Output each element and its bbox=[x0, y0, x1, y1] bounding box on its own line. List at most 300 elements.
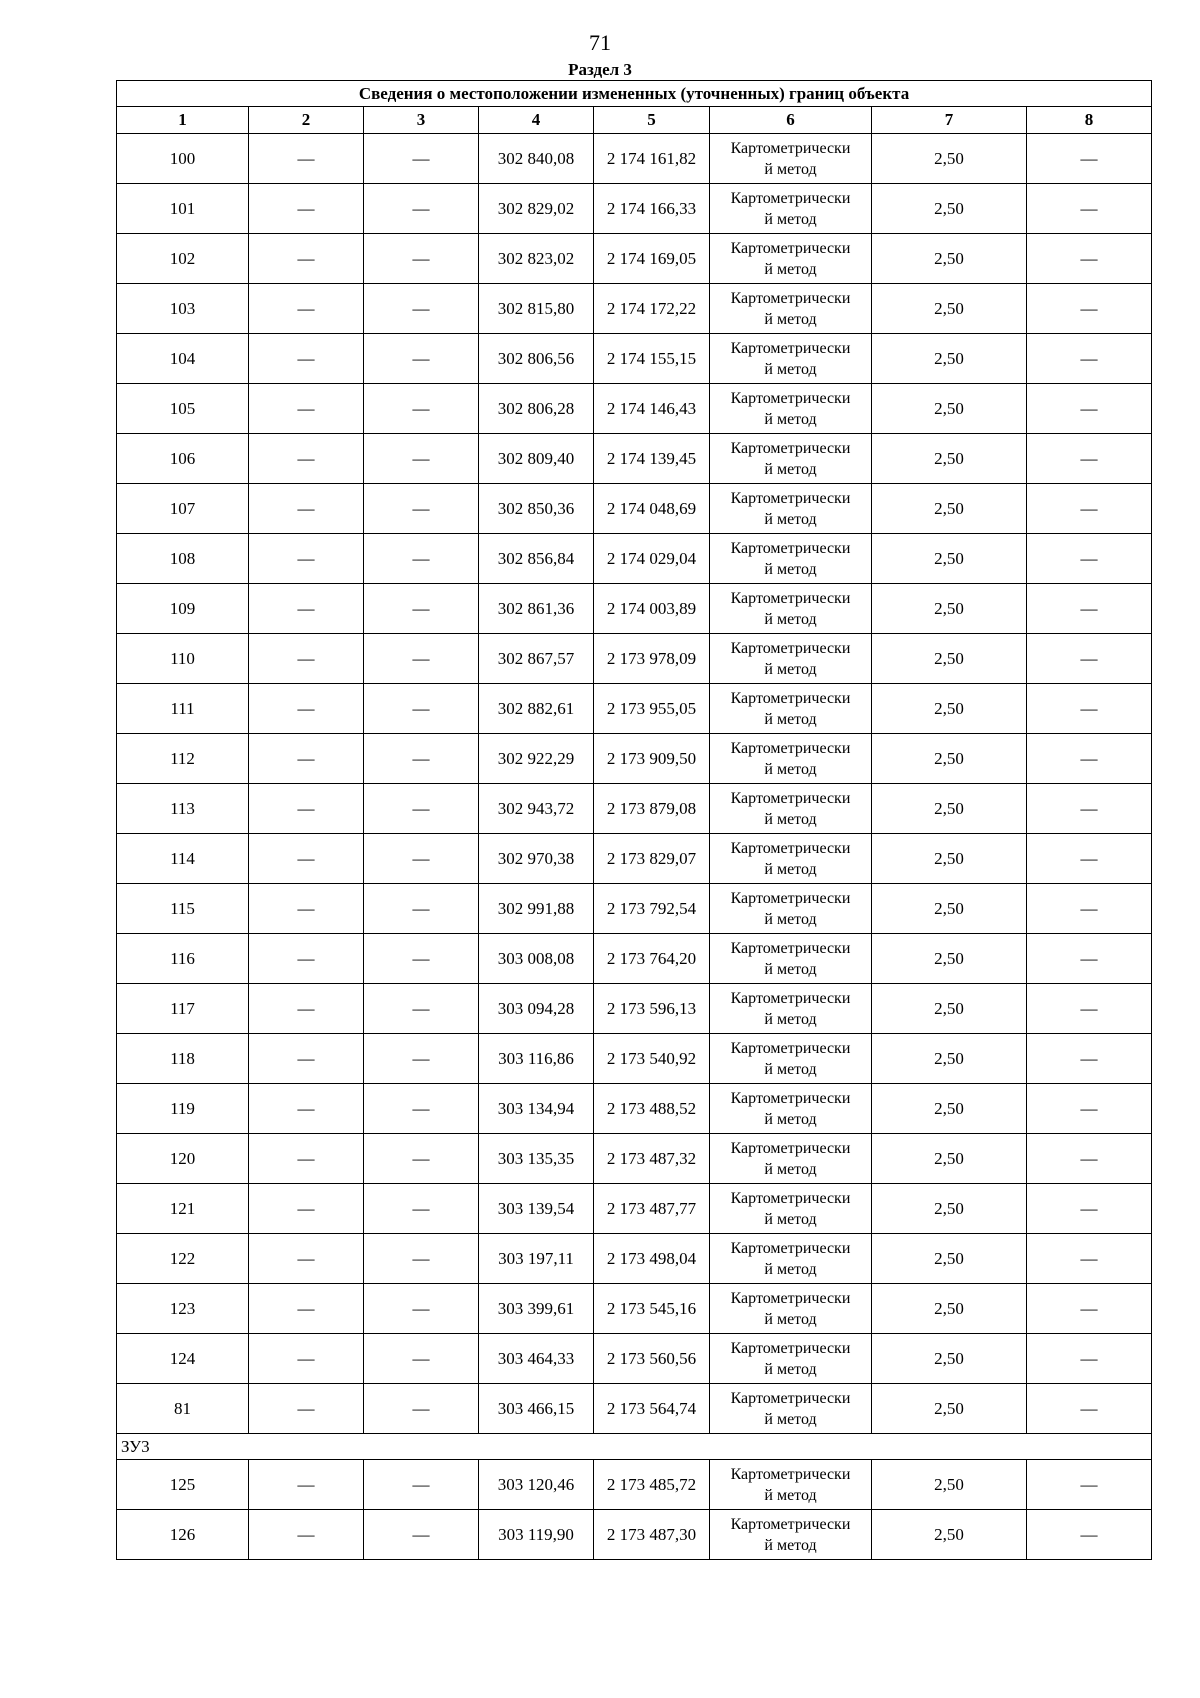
empty-dash-cell: — bbox=[364, 334, 479, 384]
accuracy-cell: 2,50 bbox=[872, 334, 1027, 384]
method-text-line2: й метод bbox=[764, 510, 817, 528]
method-cell bbox=[710, 784, 872, 834]
x-coordinate-cell: 303 139,54 bbox=[479, 1184, 594, 1234]
empty-dash-cell: — bbox=[1027, 184, 1152, 234]
empty-dash-cell: — bbox=[1027, 834, 1152, 884]
empty-dash-cell: — bbox=[249, 1034, 364, 1084]
empty-dash-cell: — bbox=[249, 834, 364, 884]
point-number-cell: 126 bbox=[117, 1510, 249, 1560]
table-row bbox=[117, 684, 1152, 734]
accuracy-cell: 2,50 bbox=[872, 284, 1027, 334]
y-coordinate-cell: 2 173 487,77 bbox=[594, 1184, 710, 1234]
empty-dash-cell: — bbox=[1027, 884, 1152, 934]
method-cell bbox=[710, 884, 872, 934]
method-text-line2: й метод bbox=[764, 1110, 817, 1128]
table-row bbox=[117, 334, 1152, 384]
accuracy-cell: 2,50 bbox=[872, 934, 1027, 984]
method-text-line2: й метод bbox=[764, 1260, 817, 1278]
y-coordinate-cell: 2 174 169,05 bbox=[594, 234, 710, 284]
empty-dash-cell: — bbox=[1027, 1510, 1152, 1560]
method-cell bbox=[710, 1460, 872, 1510]
empty-dash-cell: — bbox=[364, 1284, 479, 1334]
point-number-cell: 115 bbox=[117, 884, 249, 934]
empty-dash-cell: — bbox=[1027, 534, 1152, 584]
x-coordinate-cell: 303 466,15 bbox=[479, 1384, 594, 1434]
point-number-cell: 123 bbox=[117, 1284, 249, 1334]
table-row bbox=[117, 1184, 1152, 1234]
method-text-line2: й метод bbox=[764, 1486, 817, 1504]
y-coordinate-cell: 2 174 139,45 bbox=[594, 434, 710, 484]
x-coordinate-cell: 303 008,08 bbox=[479, 934, 594, 984]
empty-dash-cell: — bbox=[364, 984, 479, 1034]
table-row bbox=[117, 484, 1152, 534]
x-coordinate-cell: 303 094,28 bbox=[479, 984, 594, 1034]
y-coordinate-cell: 2 174 048,69 bbox=[594, 484, 710, 534]
page-number: 71 bbox=[589, 30, 611, 55]
empty-dash-cell: — bbox=[1027, 434, 1152, 484]
x-coordinate-cell: 302 815,80 bbox=[479, 284, 594, 334]
table-row bbox=[117, 784, 1152, 834]
accuracy-cell: 2,50 bbox=[872, 1510, 1027, 1560]
method-text-line2: й метод bbox=[764, 760, 817, 778]
method-text-line2: й метод bbox=[764, 1310, 817, 1328]
empty-dash-cell: — bbox=[364, 934, 479, 984]
y-coordinate-cell: 2 174 161,82 bbox=[594, 134, 710, 184]
table-row bbox=[117, 534, 1152, 584]
y-coordinate-cell: 2 173 829,07 bbox=[594, 834, 710, 884]
empty-dash-cell: — bbox=[249, 884, 364, 934]
x-coordinate-cell: 303 120,46 bbox=[479, 1460, 594, 1510]
column-header-row bbox=[117, 107, 1152, 134]
empty-dash-cell: — bbox=[1027, 1284, 1152, 1334]
coordinates-table bbox=[116, 80, 1152, 1560]
empty-dash-cell: — bbox=[249, 784, 364, 834]
accuracy-cell: 2,50 bbox=[872, 1034, 1027, 1084]
group-label: ЗУ3 bbox=[117, 1434, 1152, 1460]
x-coordinate-cell: 302 943,72 bbox=[479, 784, 594, 834]
empty-dash-cell: — bbox=[1027, 1034, 1152, 1084]
x-coordinate-cell: 303 116,86 bbox=[479, 1034, 594, 1084]
empty-dash-cell: — bbox=[249, 584, 364, 634]
method-text-line2: й метод bbox=[764, 260, 817, 278]
method-text-line1: Картометрически bbox=[730, 1139, 851, 1157]
point-number-cell: 122 bbox=[117, 1234, 249, 1284]
accuracy-cell: 2,50 bbox=[872, 1184, 1027, 1234]
x-coordinate-cell: 302 922,29 bbox=[479, 734, 594, 784]
x-coordinate-cell: 302 861,36 bbox=[479, 584, 594, 634]
empty-dash-cell: — bbox=[1027, 584, 1152, 634]
method-text-line1: Картометрически bbox=[730, 889, 851, 907]
table-row bbox=[117, 634, 1152, 684]
empty-dash-cell: — bbox=[1027, 934, 1152, 984]
empty-dash-cell: — bbox=[249, 184, 364, 234]
y-coordinate-cell: 2 173 955,05 bbox=[594, 684, 710, 734]
accuracy-cell: 2,50 bbox=[872, 684, 1027, 734]
table-row bbox=[117, 834, 1152, 884]
point-number-cell: 125 bbox=[117, 1460, 249, 1510]
accuracy-cell: 2,50 bbox=[872, 534, 1027, 584]
method-text-line1: Картометрически bbox=[730, 289, 851, 307]
accuracy-cell: 2,50 bbox=[872, 234, 1027, 284]
empty-dash-cell: — bbox=[1027, 684, 1152, 734]
method-text-line2: й метод bbox=[764, 660, 817, 678]
point-number-cell: 110 bbox=[117, 634, 249, 684]
method-text-line1: Картометрически bbox=[730, 1189, 851, 1207]
accuracy-cell: 2,50 bbox=[872, 1460, 1027, 1510]
empty-dash-cell: — bbox=[249, 434, 364, 484]
method-text-line1: Картометрически bbox=[730, 489, 851, 507]
point-number-cell: 106 bbox=[117, 434, 249, 484]
empty-dash-cell: — bbox=[364, 634, 479, 684]
method-text-line2: й метод bbox=[764, 1060, 817, 1078]
table-row bbox=[117, 434, 1152, 484]
accuracy-cell: 2,50 bbox=[872, 134, 1027, 184]
empty-dash-cell: — bbox=[249, 134, 364, 184]
accuracy-cell: 2,50 bbox=[872, 484, 1027, 534]
group-label-row bbox=[117, 1434, 1152, 1460]
x-coordinate-cell: 302 850,36 bbox=[479, 484, 594, 534]
accuracy-cell: 2,50 bbox=[872, 884, 1027, 934]
method-text-line2: й метод bbox=[764, 810, 817, 828]
x-coordinate-cell: 302 829,02 bbox=[479, 184, 594, 234]
method-text-line1: Картометрически bbox=[730, 1389, 851, 1407]
empty-dash-cell: — bbox=[249, 534, 364, 584]
y-coordinate-cell: 2 173 978,09 bbox=[594, 634, 710, 684]
empty-dash-cell: — bbox=[249, 634, 364, 684]
method-text-line2: й метод bbox=[764, 710, 817, 728]
empty-dash-cell: — bbox=[1027, 1184, 1152, 1234]
x-coordinate-cell: 302 840,08 bbox=[479, 134, 594, 184]
point-number-cell: 105 bbox=[117, 384, 249, 434]
empty-dash-cell: — bbox=[1027, 1234, 1152, 1284]
accuracy-cell: 2,50 bbox=[872, 184, 1027, 234]
empty-dash-cell: — bbox=[249, 234, 364, 284]
table-row bbox=[117, 1334, 1152, 1384]
empty-dash-cell: — bbox=[364, 1384, 479, 1434]
accuracy-cell: 2,50 bbox=[872, 834, 1027, 884]
empty-dash-cell: — bbox=[1027, 1460, 1152, 1510]
method-cell bbox=[710, 1334, 872, 1384]
method-cell bbox=[710, 434, 872, 484]
method-cell bbox=[710, 584, 872, 634]
y-coordinate-cell: 2 174 166,33 bbox=[594, 184, 710, 234]
empty-dash-cell: — bbox=[364, 484, 479, 534]
method-text-line1: Картометрически bbox=[730, 1465, 851, 1483]
empty-dash-cell: — bbox=[364, 534, 479, 584]
table-row bbox=[117, 1510, 1152, 1560]
accuracy-cell: 2,50 bbox=[872, 734, 1027, 784]
y-coordinate-cell: 2 174 146,43 bbox=[594, 384, 710, 434]
y-coordinate-cell: 2 173 879,08 bbox=[594, 784, 710, 834]
x-coordinate-cell: 303 464,33 bbox=[479, 1334, 594, 1384]
empty-dash-cell: — bbox=[364, 1084, 479, 1134]
point-number-cell: 81 bbox=[117, 1384, 249, 1434]
table-row bbox=[117, 384, 1152, 434]
empty-dash-cell: — bbox=[249, 334, 364, 384]
method-text-line1: Картометрически bbox=[730, 589, 851, 607]
method-text-line2: й метод bbox=[764, 360, 817, 378]
accuracy-cell: 2,50 bbox=[872, 634, 1027, 684]
empty-dash-cell: — bbox=[364, 184, 479, 234]
method-cell bbox=[710, 184, 872, 234]
column-header: 5 bbox=[594, 107, 710, 134]
empty-dash-cell: — bbox=[364, 1510, 479, 1560]
empty-dash-cell: — bbox=[1027, 1384, 1152, 1434]
x-coordinate-cell: 302 809,40 bbox=[479, 434, 594, 484]
method-text-line2: й метод bbox=[764, 1536, 817, 1554]
point-number-cell: 100 bbox=[117, 134, 249, 184]
method-text-line1: Картометрически bbox=[730, 1039, 851, 1057]
method-text-line2: й метод bbox=[764, 1160, 817, 1178]
method-cell bbox=[710, 534, 872, 584]
empty-dash-cell: — bbox=[364, 884, 479, 934]
point-number-cell: 114 bbox=[117, 834, 249, 884]
method-text-line1: Картометрически bbox=[730, 539, 851, 557]
method-cell bbox=[710, 1510, 872, 1560]
method-text-line1: Картометрически bbox=[730, 789, 851, 807]
point-number-cell: 107 bbox=[117, 484, 249, 534]
accuracy-cell: 2,50 bbox=[872, 784, 1027, 834]
empty-dash-cell: — bbox=[1027, 1334, 1152, 1384]
empty-dash-cell: — bbox=[249, 1384, 364, 1434]
empty-dash-cell: — bbox=[249, 1284, 364, 1334]
table-row bbox=[117, 1460, 1152, 1510]
y-coordinate-cell: 2 173 487,32 bbox=[594, 1134, 710, 1184]
empty-dash-cell: — bbox=[1027, 1134, 1152, 1184]
empty-dash-cell: — bbox=[364, 784, 479, 834]
accuracy-cell: 2,50 bbox=[872, 384, 1027, 434]
method-cell bbox=[710, 1034, 872, 1084]
empty-dash-cell: — bbox=[364, 684, 479, 734]
x-coordinate-cell: 303 197,11 bbox=[479, 1234, 594, 1284]
x-coordinate-cell: 302 882,61 bbox=[479, 684, 594, 734]
x-coordinate-cell: 303 119,90 bbox=[479, 1510, 594, 1560]
method-cell bbox=[710, 134, 872, 184]
method-text-line2: й метод bbox=[764, 210, 817, 228]
accuracy-cell: 2,50 bbox=[872, 1334, 1027, 1384]
method-cell bbox=[710, 834, 872, 884]
empty-dash-cell: — bbox=[1027, 384, 1152, 434]
method-text-line1: Картометрически bbox=[730, 1239, 851, 1257]
empty-dash-cell: — bbox=[1027, 134, 1152, 184]
point-number-cell: 112 bbox=[117, 734, 249, 784]
point-number-cell: 120 bbox=[117, 1134, 249, 1184]
method-text-line2: й метод bbox=[764, 1210, 817, 1228]
method-cell bbox=[710, 1084, 872, 1134]
table-title: Сведения о местоположении измененных (уточненных) границ объекта bbox=[117, 81, 1152, 107]
empty-dash-cell: — bbox=[249, 1234, 364, 1284]
accuracy-cell: 2,50 bbox=[872, 434, 1027, 484]
y-coordinate-cell: 2 173 487,30 bbox=[594, 1510, 710, 1560]
empty-dash-cell: — bbox=[364, 134, 479, 184]
empty-dash-cell: — bbox=[364, 834, 479, 884]
empty-dash-cell: — bbox=[364, 734, 479, 784]
empty-dash-cell: — bbox=[249, 384, 364, 434]
empty-dash-cell: — bbox=[364, 234, 479, 284]
x-coordinate-cell: 302 991,88 bbox=[479, 884, 594, 934]
table-row bbox=[117, 1234, 1152, 1284]
empty-dash-cell: — bbox=[1027, 784, 1152, 834]
y-coordinate-cell: 2 173 764,20 bbox=[594, 934, 710, 984]
y-coordinate-cell: 2 173 485,72 bbox=[594, 1460, 710, 1510]
column-header: 6 bbox=[710, 107, 872, 134]
method-cell bbox=[710, 734, 872, 784]
point-number-cell: 121 bbox=[117, 1184, 249, 1234]
method-cell bbox=[710, 334, 872, 384]
point-number-cell: 119 bbox=[117, 1084, 249, 1134]
empty-dash-cell: — bbox=[364, 1334, 479, 1384]
y-coordinate-cell: 2 173 564,74 bbox=[594, 1384, 710, 1434]
empty-dash-cell: — bbox=[364, 284, 479, 334]
method-cell bbox=[710, 1384, 872, 1434]
method-text-line1: Картометрически bbox=[730, 439, 851, 457]
column-header: 1 bbox=[117, 107, 249, 134]
method-cell bbox=[710, 1284, 872, 1334]
empty-dash-cell: — bbox=[1027, 484, 1152, 534]
empty-dash-cell: — bbox=[364, 434, 479, 484]
empty-dash-cell: — bbox=[364, 1234, 479, 1284]
method-text-line1: Картометрически bbox=[730, 1289, 851, 1307]
y-coordinate-cell: 2 174 029,04 bbox=[594, 534, 710, 584]
empty-dash-cell: — bbox=[364, 384, 479, 434]
table-row bbox=[117, 984, 1152, 1034]
method-text-line1: Картометрически bbox=[730, 189, 851, 207]
method-text-line1: Картометрически bbox=[730, 939, 851, 957]
method-text-line1: Картометрически bbox=[730, 239, 851, 257]
x-coordinate-cell: 303 135,35 bbox=[479, 1134, 594, 1184]
point-number-cell: 101 bbox=[117, 184, 249, 234]
method-text-line1: Картометрически bbox=[730, 1089, 851, 1107]
empty-dash-cell: — bbox=[364, 1460, 479, 1510]
method-text-line2: й метод bbox=[764, 460, 817, 478]
method-cell bbox=[710, 1234, 872, 1284]
method-text-line2: й метод bbox=[764, 860, 817, 878]
empty-dash-cell: — bbox=[249, 1184, 364, 1234]
column-header: 3 bbox=[364, 107, 479, 134]
table-title-row bbox=[117, 81, 1152, 107]
method-text-line2: й метод bbox=[764, 1360, 817, 1378]
empty-dash-cell: — bbox=[249, 1510, 364, 1560]
empty-dash-cell: — bbox=[249, 1460, 364, 1510]
empty-dash-cell: — bbox=[1027, 284, 1152, 334]
method-text-line2: й метод bbox=[764, 910, 817, 928]
point-number-cell: 103 bbox=[117, 284, 249, 334]
method-text-line1: Картометрически bbox=[730, 689, 851, 707]
x-coordinate-cell: 302 823,02 bbox=[479, 234, 594, 284]
method-text-line2: й метод bbox=[764, 160, 817, 178]
point-number-cell: 117 bbox=[117, 984, 249, 1034]
x-coordinate-cell: 302 806,56 bbox=[479, 334, 594, 384]
empty-dash-cell: — bbox=[364, 1134, 479, 1184]
method-cell bbox=[710, 384, 872, 434]
table-row bbox=[117, 184, 1152, 234]
point-number-cell: 102 bbox=[117, 234, 249, 284]
empty-dash-cell: — bbox=[249, 734, 364, 784]
table-row bbox=[117, 884, 1152, 934]
empty-dash-cell: — bbox=[364, 1034, 479, 1084]
y-coordinate-cell: 2 173 596,13 bbox=[594, 984, 710, 1034]
method-text-line1: Картометрически bbox=[730, 639, 851, 657]
table-row bbox=[117, 1084, 1152, 1134]
y-coordinate-cell: 2 174 155,15 bbox=[594, 334, 710, 384]
column-header: 4 bbox=[479, 107, 594, 134]
table-row bbox=[117, 1384, 1152, 1434]
point-number-cell: 109 bbox=[117, 584, 249, 634]
table-row bbox=[117, 934, 1152, 984]
y-coordinate-cell: 2 174 172,22 bbox=[594, 284, 710, 334]
empty-dash-cell: — bbox=[1027, 234, 1152, 284]
empty-dash-cell: — bbox=[249, 934, 364, 984]
empty-dash-cell: — bbox=[249, 484, 364, 534]
point-number-cell: 104 bbox=[117, 334, 249, 384]
empty-dash-cell: — bbox=[1027, 984, 1152, 1034]
x-coordinate-cell: 303 399,61 bbox=[479, 1284, 594, 1334]
method-cell bbox=[710, 484, 872, 534]
empty-dash-cell: — bbox=[364, 584, 479, 634]
table-row bbox=[117, 1284, 1152, 1334]
point-number-cell: 113 bbox=[117, 784, 249, 834]
y-coordinate-cell: 2 173 540,92 bbox=[594, 1034, 710, 1084]
y-coordinate-cell: 2 173 498,04 bbox=[594, 1234, 710, 1284]
method-text-line1: Картометрически bbox=[730, 339, 851, 357]
empty-dash-cell: — bbox=[249, 984, 364, 1034]
method-text-line2: й метод bbox=[764, 310, 817, 328]
point-number-cell: 116 bbox=[117, 934, 249, 984]
accuracy-cell: 2,50 bbox=[872, 1234, 1027, 1284]
table-row bbox=[117, 134, 1152, 184]
point-number-cell: 118 bbox=[117, 1034, 249, 1084]
point-number-cell: 111 bbox=[117, 684, 249, 734]
point-number-cell: 108 bbox=[117, 534, 249, 584]
y-coordinate-cell: 2 173 909,50 bbox=[594, 734, 710, 784]
method-cell bbox=[710, 934, 872, 984]
method-text-line2: й метод bbox=[764, 960, 817, 978]
method-text-line1: Картометрически bbox=[730, 839, 851, 857]
accuracy-cell: 2,50 bbox=[872, 1134, 1027, 1184]
x-coordinate-cell: 302 970,38 bbox=[479, 834, 594, 884]
empty-dash-cell: — bbox=[249, 684, 364, 734]
method-text-line1: Картометрически bbox=[730, 389, 851, 407]
method-cell bbox=[710, 284, 872, 334]
x-coordinate-cell: 302 867,57 bbox=[479, 634, 594, 684]
method-cell bbox=[710, 1134, 872, 1184]
method-text-line2: й метод bbox=[764, 560, 817, 578]
x-coordinate-cell: 302 856,84 bbox=[479, 534, 594, 584]
method-text-line2: й метод bbox=[764, 610, 817, 628]
point-number-cell: 124 bbox=[117, 1334, 249, 1384]
method-text-line1: Картометрически bbox=[730, 989, 851, 1007]
empty-dash-cell: — bbox=[364, 1184, 479, 1234]
column-header: 2 bbox=[249, 107, 364, 134]
method-text-line1: Картометрически bbox=[730, 1339, 851, 1357]
empty-dash-cell: — bbox=[249, 284, 364, 334]
method-text-line2: й метод bbox=[764, 1010, 817, 1028]
method-text-line2: й метод bbox=[764, 1410, 817, 1428]
method-cell bbox=[710, 634, 872, 684]
y-coordinate-cell: 2 173 488,52 bbox=[594, 1084, 710, 1134]
method-cell bbox=[710, 684, 872, 734]
method-text-line1: Картометрически bbox=[730, 739, 851, 757]
method-text-line1: Картометрически bbox=[730, 1515, 851, 1533]
method-cell bbox=[710, 1184, 872, 1234]
x-coordinate-cell: 303 134,94 bbox=[479, 1084, 594, 1134]
method-text-line1: Картометрически bbox=[730, 139, 851, 157]
table-row bbox=[117, 234, 1152, 284]
empty-dash-cell: — bbox=[249, 1084, 364, 1134]
table-row bbox=[117, 734, 1152, 784]
empty-dash-cell: — bbox=[1027, 1084, 1152, 1134]
empty-dash-cell: — bbox=[1027, 334, 1152, 384]
